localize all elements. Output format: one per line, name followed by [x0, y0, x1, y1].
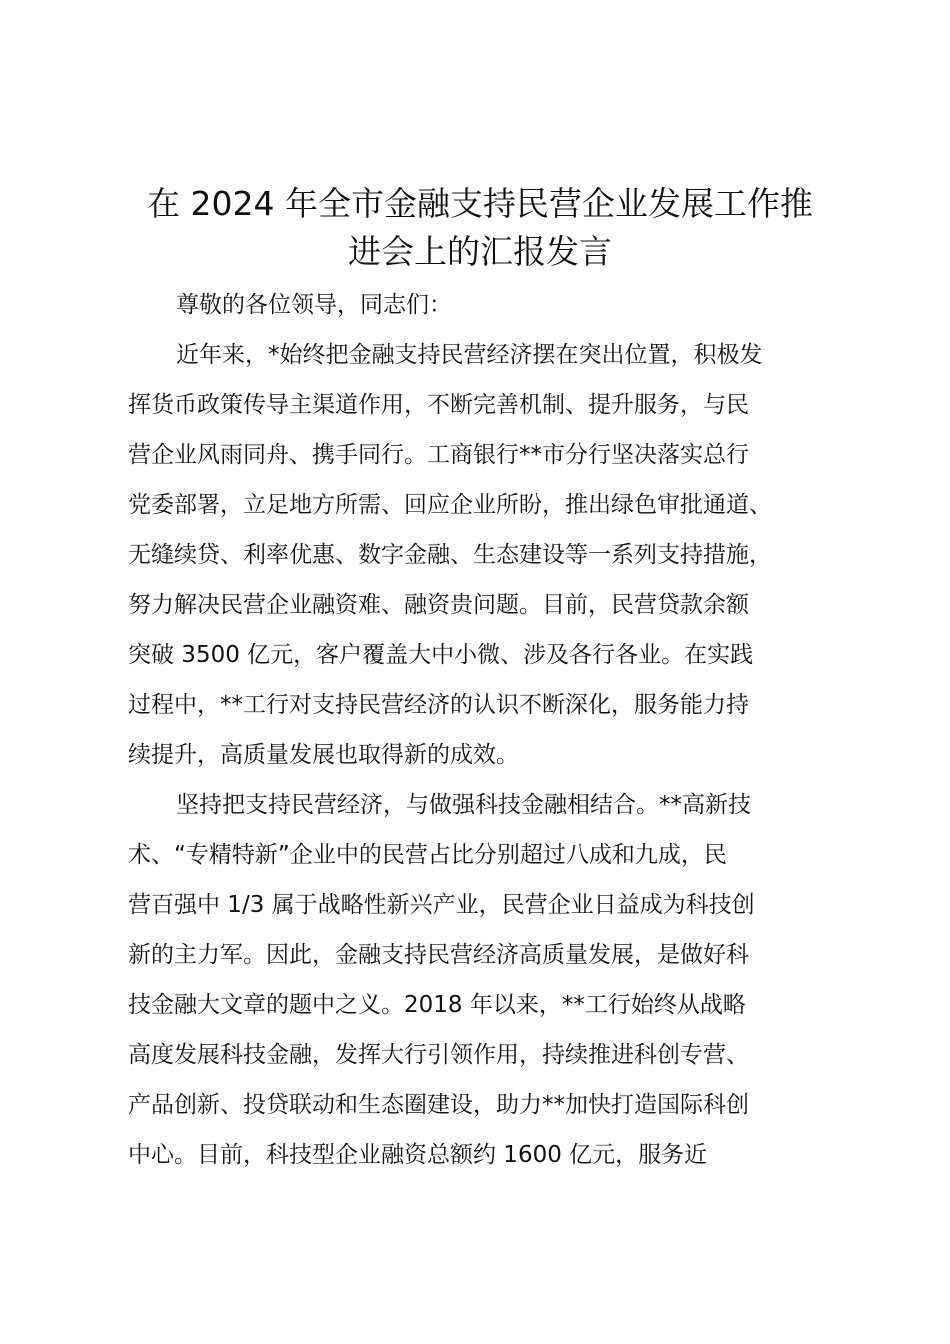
paragraph-1-line-8: 过程中，**工行对支持民营经济的认识不断深化，服务能力持 — [128, 692, 749, 718]
salutation-line: 尊敬的各位领导，同志们： — [176, 292, 452, 318]
title-line-2: 进会上的汇报发言 — [348, 232, 612, 271]
title-line-1: 在 2024 年全市金融支持民营企业发展工作推 — [147, 184, 813, 223]
paragraph-2-line-3: 营百强中 1/3 属于战略性新兴产业，民营企业日益成为科技创 — [128, 892, 755, 918]
paragraph-1-line-4: 党委部署，立足地方所需、回应企业所盼，推出绿色审批通道、 — [128, 492, 772, 518]
paragraph-1-line-2: 挥货币政策传导主渠道作用，不断完善机制、提升服务，与民 — [128, 392, 749, 418]
paragraph-2-line-4: 新的主力军。因此，金融支持民营经济高质量发展，是做好科 — [128, 942, 749, 968]
paragraph-2-line-8: 中心。目前，科技型企业融资总额约 1600 亿元，服务近 — [128, 1142, 708, 1168]
paragraph-2-line-7: 产品创新、投贷联动和生态圈建设，助力**加快打造国际科创 — [128, 1092, 749, 1118]
paragraph-2-line-6: 高度发展科技金融，发挥大行引领作用，持续推进科创专营、 — [128, 1042, 749, 1068]
paragraph-2-line-5: 技金融大文章的题中之义。2018 年以来，**工行始终从战略 — [128, 992, 746, 1018]
paragraph-2-line-1: 坚持把支持民营经济，与做强科技金融相结合。**高新技 — [176, 792, 751, 818]
paragraph-1-line-9: 续提升，高质量发展也取得新的成效。 — [128, 742, 519, 768]
paragraph-2-line-2: 术、“专精特新”企业中的民营占比分别超过八成和九成，民 — [128, 842, 727, 868]
paragraph-1-line-3: 营企业风雨同舟、携手同行。工商银行**市分行坚决落实总行 — [128, 442, 749, 468]
document-body — [128, 280, 853, 1180]
document-title — [110, 180, 850, 276]
paragraph-1-line-1: 近年来，*始终把金融支持民营经济摆在突出位置，积极发 — [176, 342, 763, 368]
paragraph-1-line-5: 无缝续贷、利率优惠、数字金融、生态建设等一系列支持措施， — [128, 542, 772, 568]
paragraph-1-line-6: 努力解决民营企业融资难、融资贵问题。目前，民营贷款余额 — [128, 592, 749, 618]
paragraph-1-line-7: 突破 3500 亿元，客户覆盖大中小微、涉及各行各业。在实践 — [128, 642, 754, 668]
